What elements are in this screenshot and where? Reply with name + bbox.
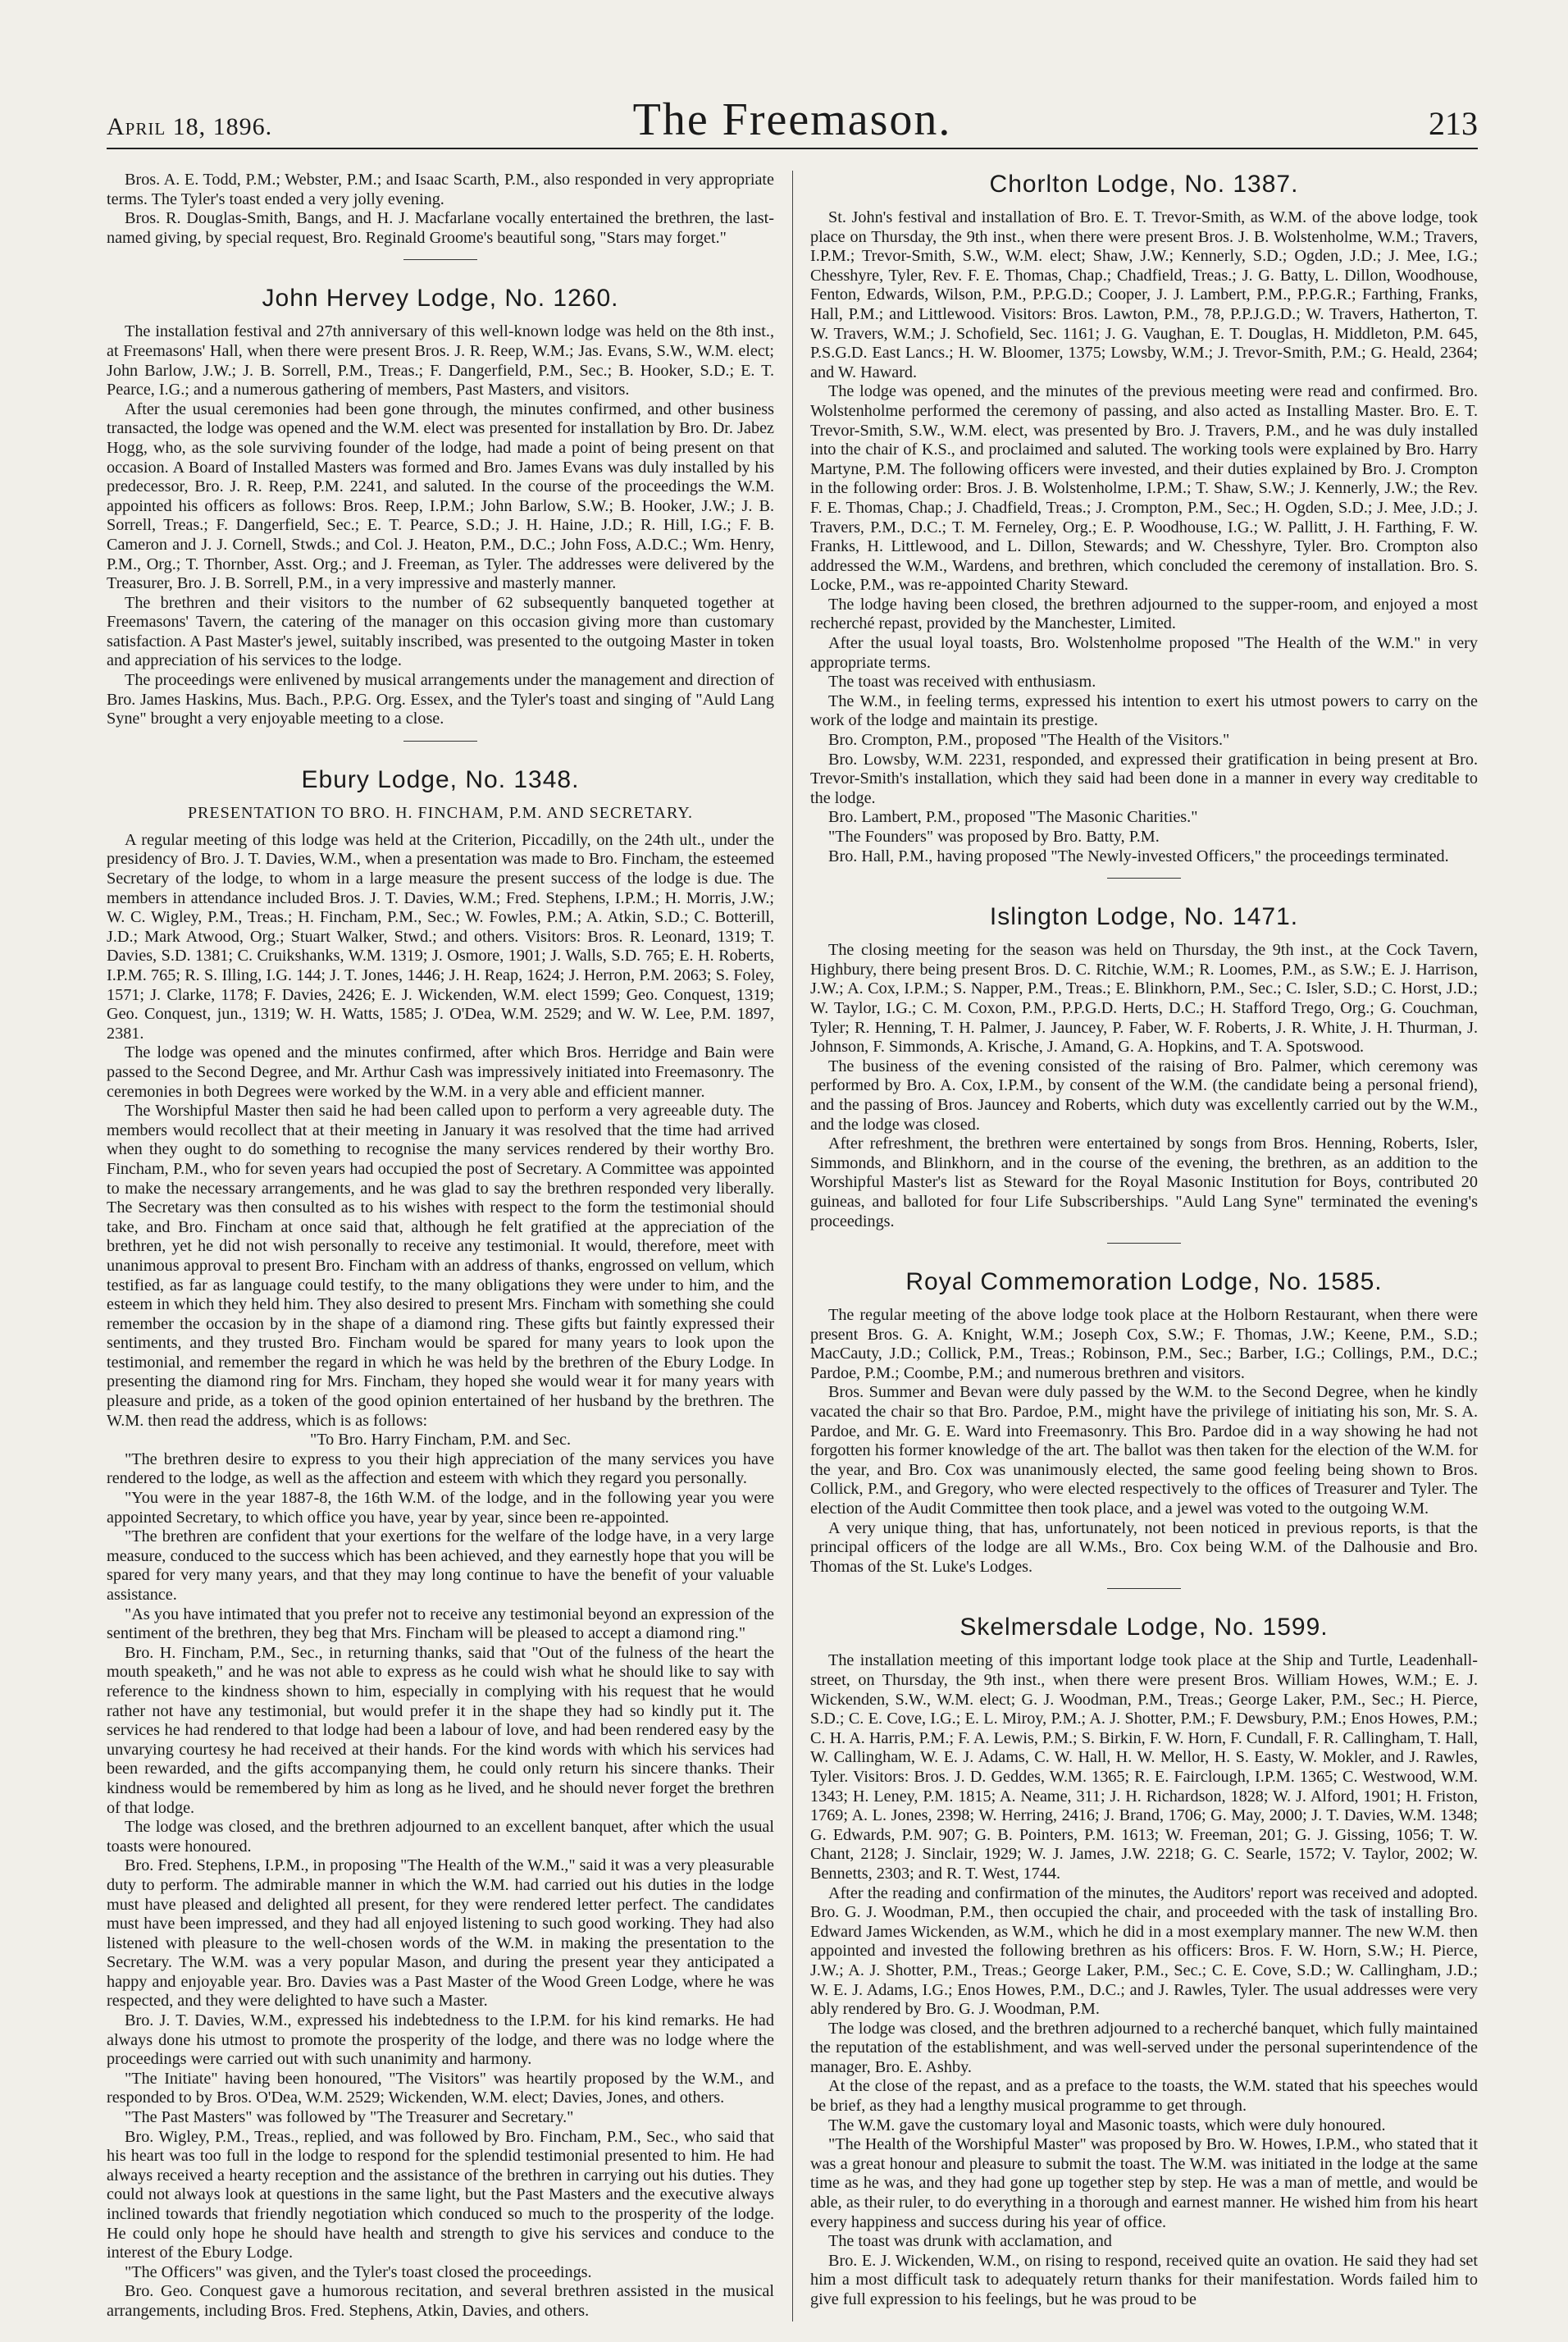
body-paragraph: "The Founders" was proposed by Bro. Batty, P.M. — [828, 828, 1160, 846]
body-paragraph: Bro. Wigley, P.M., Treas., replied, and was followed by Bro. Fincham, P.M., Sec., who said that his heart was too full in the lodge to respond for the splendid testimonial presented to him. He had always received a hearty reception and the assistance of the brethren in carrying out his duties. They could not always look at questions in the same light, but the Past Masters and the executive always inclined towards that friendly negotiation which conduced so much to the prosperity of the lodge. He could only hope he should have health and strength to give his services and conduce to the interest of the Ebury Lodge. — [107, 2127, 774, 2262]
body-paragraph: The lodge was closed, and the brethren adjourned to a recherché banquet, which fully maintained the reputation of the establishment, and was well-served under the personal superintendence of the manager, Bro. E. Ashby. — [810, 2019, 1478, 2076]
body-paragraph: Bro. Lowsby, W.M. 2231, responded, and expressed their gratification in being present at Bro. Trevor-Smith's installation, which they said had been done in a manner in every way creditable to the lodge. — [810, 750, 1478, 807]
body-paragraph: Bro. J. T. Davies, W.M., expressed his indebtedness to the I.P.M. for his kind remarks. He had always done his utmost to promote the prosperity of the lodge, and there was no lodge where the proceedings were carried out with such unanimity and harmony. — [107, 2011, 774, 2069]
body-paragraph: "The Past Masters" was followed by "The Treasurer and Secretary." — [125, 2108, 574, 2127]
body-paragraph: A regular meeting of this lodge was held at the Criterion, Piccadilly, on the 24th ult., under the presidency of Bro. J. T. Davies, W.M., when a presentation was made to Bro. Fincham, the esteemed Secretary of the lodge, to whom in a large measure the present success of the lodge is due. The members in attendance included Bros. J. T. Davies, W.M.; Fred. Stephens, I.P.M.; H. Morris, J.W.; W. C. Wigley, P.M., Treas.; H. Fincham, P.M., Sec.; W. Fowles, P.M.; A. Atkin, S.D.; C. Botterill, J.D.; Mark Atwood, Org.; Stuart Walker, Stwd.; and others. Visitors: Bros. R. Leonard, 1319; T. Davies, S.D. 1381; C. Cruikshanks, W.M. 1319; J. Osmore, 1901; J. Walls, S.D. 765; E. H. Roberts, I.P.M. 765; R. S. Illing, I.G. 144; J. T. Jones, 1446; J. H. Reap, 1624; J. Herron, P.M. 2063; S. Foley, 1571; J. Clarke, 1178; F. Davies, 2426; E. J. Wickenden, W.M. elect 1599; Geo. Conquest, 1319; Geo. Conquest, jun., 1319; W. H. Watts, 1585; J. O'Dea, W.M. 2529; and W. W. Lee, P.M. 1897, 2381. — [107, 830, 774, 1043]
body-paragraph: The Worshipful Master then said he had been called upon to perform a very agreeable duty. The members would recollect that at their meeting in January it was resolved that the time had arrived when they ought to do something to recognise the many services rendered by their worthy Bro. Fincham, P.M., who for seven years had occupied the post of Secretary. A Committee was appointed to make the necessary arrangements, and he was glad to say the brethren responded very liberally. The Secretary was then consulted as to his wishes with respect to the form the testimonial should take, and Bro. Fincham at once said that, although he felt gratified at the appreciation of the brethren, yet he did not wish personally to receive any testimonial. It would, therefore, meet with unanimous approval to present Bro. Fincham with an address of thanks, engrossed on vellum, which testified, as far as language could testify, to the many obligations they were under to him, and the esteem in which they held him. They also desired to present Mrs. Fincham with something she could remember the occasion by in the shape of a diamond ring. These gifts but faintly expressed their sentiments, and they trusted Bro. Fincham would be spared for many years to look upon the testimonial, and remember the regard in which he was held by the brethren of the Ebury Lodge. In presenting the diamond ring for Mrs. Fincham, they hoped she would wear it for many years with pleasure and pride, as a token of the good opinion entertained of her husband by the brethren. The W.M. then read the address, which is as follows: — [107, 1102, 774, 1430]
body-paragraph: "The brethren are confident that your exertions for the welfare of the lodge have, in a very large measure, conduced to the success which has been achieved, and they earnestly hope that you will be spared for very many years, and that they may long continue to have the benefit of your valuable assistance. — [107, 1527, 774, 1604]
body-paragraph: "As you have intimated that you prefer not to receive any testimonial beyond an expression of the sentiment of the brethren, they beg that Mrs. Fincham will be pleased to accept a diamond ring." — [107, 1605, 774, 1643]
body-paragraph: Bros. Summer and Bevan were duly passed by the W.M. to the Second Degree, when he kindly vacated the chair so that Bro. Pardoe, P.M., might have the privilege of initiating his son, Mr. S. A. Pardoe, and Mr. G. E. Ward into Freemasonry. This Bro. Pardoe did in a way showing he had not forgotten his former knowledge of the art. The ballot was then taken for the election of the W.M. for the year, and Bro. Cox was unanimously elected, the same good feeling being shown to Bros. Collick, P.M., and Gregory, who were elected respectively to the offices of Treasurer and Tyler. The election of the Audit Committee then took place, and a jewel was voted to the outgoing W.M. — [810, 1383, 1478, 1518]
body-paragraph: The toast was received with enthusiasm. — [828, 673, 1096, 692]
lodge-heading: Ebury Lodge, No. 1348. — [301, 765, 580, 793]
section-subheading: PRESENTATION TO BRO. H. FINCHAM, P.M. AND SECRETARY. — [187, 803, 694, 822]
body-paragraph: The W.M. gave the customary loyal and Masonic toasts, which were duly honoured. — [828, 2116, 1386, 2134]
section-divider — [403, 741, 477, 742]
body-paragraph: Bro. E. J. Wickenden, W.M., on rising to respond, received quite an ovation. He said they had set him a most difficult task to adequately return thanks for their manifestation. Words failed him to give full expression to his feelings, but he was proud to be — [810, 2251, 1478, 2308]
body-paragraph: The installation meeting of this important lodge took place at the Ship and Turtle, Leadenhall-street, on Thursday, the 9th inst., when there were present Bros. William Howes, W.M.; E. J. Wickenden, S.W., W.M. elect; G. J. Woodman, P.M., Treas.; George Laker, P.M., Sec.; H. Pierce, S.D.; C. E. Cove, I.G.; E. L. Miroy, P.M.; A. J. Shotter, P.M.; F. Dewsbury, P.M.; Enos Howes, P.M.; C. H. A. Harris, P.M.; F. A. Lewis, P.M.; S. Birkin, F. W. Horn, F. Cundall, F. R. Callingham, T. Hall, W. Callingham, W. E. J. Adams, C. W. Hall, H. W. Mellor, H. S. Easty, W. Mokler, and J. Rawles, Tyler. Visitors: Bros. J. D. Geddes, W.M. 1365; R. E. Fairclough, I.P.M. 1365; C. Westwood, W.M. 1343; H. Leney, P.M. 1815; A. Neame, 311; J. H. Richardson, 1828; W. J. Alford, 1901; H. Friston, 1769; A. L. Jones, 2398; W. Herring, 2416; J. Brand, 1706; G. May, 2000; J. T. Davies, W.M. 1348; G. Edwards, P.M. 907; G. B. Pointers, P.M. 1613; W. Freeman, 201; G. J. Gissing, 1056; T. W. Chant, 2128; J. Sinclair, 1929; W. J. James, J.W. 2218; G. C. Searle, 1572; V. Taylor, 2002; W. Bennetts, 2303; and R. T. West, 1744. — [810, 1651, 1478, 1883]
body-paragraph: The closing meeting for the season was held on Thursday, the 9th inst., at the Cock Tavern, Highbury, there being present Bros. D. C. Ritchie, W.M.; R. Loomes, P.M., as S.W.; E. J. Harrison, J.W.; A. Cox, I.P.M.; S. Napper, P.M., Treas.; E. Blinkhorn, P.M., Sec.; C. Isler, S.D.; C. Horst, J.D.; W. Taylor, I.G.; C. M. Coxon, P.M., P.P.G.D. Herts, D.C.; H. Stafford Trego, Org.; G. Couchman, Tyler; R. Henning, T. H. Palmer, J. Jauncey, P. Faber, W. F. Roberts, J. R. White, J. H. Thurman, J. Johnson, F. Simmonds, A. Krische, J. Amand, G. A. Hopkins, and T. A. Spotswood. — [810, 941, 1478, 1057]
lodge-heading: Chorlton Lodge, No. 1387. — [989, 171, 1299, 198]
article-columns — [107, 171, 1478, 2321]
publication-title: The Freemason. — [632, 94, 952, 145]
body-paragraph: The brethren and their visitors to the number of 62 subsequently banqueted together at Freemasons' Tavern, the catering of the manager on this occasion giving more than customary satisfaction. A Past Master's jewel, suitably inscribed, was presented to the outgoing Master in token and appreciation of his services to the lodge. — [107, 593, 774, 670]
body-paragraph: A very unique thing, that has, unfortunately, not been noticed in previous reports, is that the principal officers of the lodge are all W.Ms., Bro. Cox being W.M. of the Dalhousie and Bro. Thomas of the St. Luke's Lodges. — [810, 1518, 1478, 1576]
lodge-heading: Skelmersdale Lodge, No. 1599. — [959, 1614, 1329, 1641]
section-divider — [1107, 1243, 1181, 1244]
body-paragraph: St. John's festival and installation of Bro. E. T. Trevor-Smith, as W.M. of the above lodge, took place on Thursday, the 9th inst., when there were present Bros. J. B. Wolstenholme, W.M.; Travers, I.P.M.; Trevor-Smith, S.W., W.M. elect; Shaw, J.W.; Kennerly, S.D.; Ogden, J.D.; J. Mee, I.G.; Chesshyre, Tyler, Rev. F. E. Thomas, Chap.; Chadfield, Treas.; J. G. Batty, L. Dillon, Woodhouse, Fenton, Edwards, Wilson, P.M., P.P.G.D.; Cooper, J. J. Lambert, P.M., P.P.G.R.; Farthing, Franks, Hall, P.M.; and Littlewood. Visitors: Bros. Lawton, P.M., 78, P.P.J.G.D.; W. Travers, Hatherton, T. W. Travers, W.M.; J. Schofield, Sec. 1161; J. G. Vaughan, E. T. Douglas, H. Middleton, P.M. 645, P.S.G.D. East Lancs.; H. W. Bloomer, 1375; Lowsby, W.M.; J. Trevor-Smith, P.M.; G. Heald, 2364; and W. Haward. — [810, 208, 1478, 381]
body-paragraph: Bro. Lambert, P.M., proposed "The Masonic Charities." — [828, 808, 1198, 827]
body-paragraph: "The Initiate" having been honoured, "The Visitors" was heartily proposed by the W.M., and responded to by Bros. O'Dea, W.M. 2529; Wickenden, W.M. elect; Davies, Jones, and others. — [107, 2069, 774, 2107]
masthead — [107, 90, 1478, 149]
body-paragraph: Bro. Fred. Stephens, I.P.M., in proposing "The Health of the W.M.," said it was a very pleasurable duty to perform. The admirable manner in which the W.M. had carried out his duties in the lodge must have pleased and delighted all present, for they were rendered letter perfect. The candidates must have been impressed, and they had all enjoyed listening to such good working. They had also listened with pleasure to the well-chosen words of the W.M. in making the presentation to the Secretary. The W.M. was a very popular Mason, and during the present year they anticipated a happy and enjoyable year. Bro. Davies was a Past Master of the Wood Green Lodge, where he was respected, and they were delighted to have such a Master. — [107, 1856, 774, 2011]
body-paragraph: "The Health of the Worshipful Master" was proposed by Bro. W. Howes, I.P.M., who stated that it was a great honour and pleasure to submit the toast. The W.M. was initiated in the lodge at the same time as he was, and they had gone up together step by step. He was a man of mettle, and would be able, as their ruler, to do everything in a thorough and earnest manner. He wished him from his heart every happiness and success during his year of office. — [810, 2135, 1478, 2231]
page-number: 213 — [1429, 105, 1478, 142]
body-paragraph: Bros. A. E. Todd, P.M.; Webster, P.M.; and Isaac Scarth, P.M., also responded in very appropriate terms. The Tyler's toast ended a very jolly evening. — [107, 171, 774, 208]
section-divider — [403, 259, 477, 260]
body-paragraph: Bro. Hall, P.M., having proposed "The Newly-invested Officers," the proceedings terminated. — [828, 847, 1449, 865]
lodge-heading: John Hervey Lodge, No. 1260. — [262, 285, 619, 313]
body-paragraph: Bro. Crompton, P.M., proposed "The Health of the Visitors." — [828, 731, 1230, 750]
body-paragraph: The lodge having been closed, the brethren adjourned to the supper-room, and enjoyed a most recherché repast, provided by the Manchester, Limited. — [810, 595, 1478, 633]
body-paragraph: The regular meeting of the above lodge took place at the Holborn Restaurant, when there were present Bros. G. A. Knight, W.M.; Joseph Cox, S.W.; F. Thomas, J.W.; Keene, P.M., S.D.; MacCauty, J.D.; Collick, P.M., Treas.; Robinson, P.M., Sec.; Barber, I.G.; Collings, P.M., D.C.; Pardoe, P.M.; Coombe, P.M.; and numerous brethren and visitors. — [810, 1306, 1478, 1382]
body-paragraph: The W.M., in feeling terms, expressed his intention to exert his utmost powers to carry on the work of the lodge and maintain its prestige. — [810, 692, 1478, 730]
address-salutation: "To Bro. Harry Fincham, P.M. and Sec. — [309, 1431, 571, 1449]
section-divider — [1107, 878, 1181, 879]
body-paragraph: After refreshment, the brethren were entertained by songs from Bros. Henning, Roberts, Isler, Simmonds, and Blinkhorn, and in the course of the evening, the brethren, as an addition to the Worshipful Master's list as Steward for the Royal Masonic Institution for Boys, contributed 20 guineas, and balloted for four Life Subscriberships. "Auld Lang Syne" terminated the evening's proceedings. — [810, 1134, 1478, 1230]
body-paragraph: After the usual ceremonies had been gone through, the minutes confirmed, and other business transacted, the lodge was opened and the W.M. elect was presented for installation by Bro. Dr. Jabez Hogg, who, as the sole surviving founder of the lodge, had made a point of being present on that occasion. A Board of Installed Masters was formed and Bro. James Evans was duly installed by his predecessor, Bro. J. R. Reep, P.M. 2241, and saluted. In the course of the proceedings the W.M. appointed his officers as follows: Bros. Reep, I.P.M.; John Barlow, S.W.; B. Hooker, J.W.; J. B. Sorrell, Treas.; F. Dangerfield, Sec.; E. T. Pearce, S.D.; J. H. Haine, J.D.; R. Hill, I.G.; F. B. Cameron and J. J. Cornell, Stwds.; and Col. J. Heaton, P.M., D.C.; John Foss, A.D.C.; Wm. Henry, P.M., Org.; T. Thornber, Asst. Org.; and J. Freeman, as Tyler. The addresses were delivered by the Treasurer, Bro. J. B. Sorrell, P.M., in a very impressive and masterly manner. — [107, 399, 774, 593]
section-divider — [1107, 1588, 1181, 1589]
body-paragraph: "The brethren desire to express to you their high appreciation of the many services you have rendered to the lodge, as well as the affection and esteem with which they regard you personally. — [107, 1449, 774, 1488]
left-column — [107, 171, 774, 2321]
body-paragraph: The installation festival and 27th anniversary of this well-known lodge was held on the 8th inst., at Freemasons' Hall, when there were present Bros. J. R. Reep, W.M.; Jas. Evans, S.W., W.M. elect; John Barlow, J.W.; J. B. Sorrell, P.M., Treas.; F. Dangerfield, P.M., Sec.; B. Hooker, S.D.; E. T. Pearce, I.G.; and a numerous gathering of members, Past Masters, and visitors. — [107, 322, 774, 399]
body-paragraph: At the close of the repast, and as a preface to the toasts, the W.M. stated that his speeches would be brief, as they had a lengthy musical programme to get through. — [810, 2077, 1478, 2116]
lodge-heading: Islington Lodge, No. 1471. — [989, 903, 1299, 931]
body-paragraph: The proceedings were enlivened by musical arrangements under the management and direction of Bro. James Haskins, Mus. Bach., P.P.G. Org. Essex, and the Tyler's toast and singing of "Auld Lang Syne" brought a very enjoyable meeting to a close. — [107, 671, 774, 728]
body-paragraph: "You were in the year 1887-8, the 16th W.M. of the lodge, and in the following year you were appointed Secretary, to which office you have, year by year, since been re-appointed. — [107, 1489, 774, 1527]
body-paragraph: Bros. R. Douglas-Smith, Bangs, and H. J. Macfarlane vocally entertained the brethren, the last-named giving, by special request, Bro. Reginald Groome's beautiful song, "Stars may forget." — [107, 209, 774, 247]
body-paragraph: The business of the evening consisted of the raising of Bro. Palmer, which ceremony was performed by Bro. A. Cox, I.P.M., by consent of the W.M. (the candidate being a personal friend), and the passing of Bros. Jauncey and Roberts, which duty was excellently carried out by the W.M., and the lodge was closed. — [810, 1057, 1478, 1134]
body-paragraph: The lodge was closed, and the brethren adjourned to an excellent banquet, after which the usual toasts were honoured. — [107, 1818, 774, 1856]
body-paragraph: Bro. Geo. Conquest gave a humorous recitation, and several brethren assisted in the musical arrangements, including Bros. Fred. Stephens, Atkin, Davies, and others. — [107, 2282, 774, 2320]
body-paragraph: The lodge was opened and the minutes confirmed, after which Bros. Herridge and Bain were passed to the Second Degree, and Mr. Arthur Cash was impressively initiated into Freemasonry. The ceremonies in both Degrees were worked by the W.M. in a very able and efficient manner. — [107, 1043, 774, 1101]
right-column — [810, 171, 1478, 2321]
body-paragraph: "The Officers" was given, and the Tyler's toast closed the proceedings. — [125, 2262, 592, 2281]
body-paragraph: The lodge was opened, and the minutes of the previous meeting were read and confirmed. Bro. Wolstenholme performed the ceremony of passing, and also acted as Installing Master. Bro. E. T. Trevor-Smith, S.W., W.M. elect, was presented by Bro. J. Travers, P.M., and he was duly installed into the chair of K.S., and proclaimed and saluted. The working tools were explained by Bro. Harry Martyne, P.M. The following officers were invested, and their duties explained by Bro. J. Crompton in the following order: Bros. J. B. Wolstenholme, I.P.M.; T. Shaw, S.W.; J. Kennerly, J.W.; the Rev. F. E. Thomas, Chap.; J. Chadfield, Treas.; J. Crompton, P.M., Sec.; H. Ogden, S.D.; J. Mee, J.D.; J. Travers, P.M., D.C.; T. M. Ferneley, Org.; E. P. Woodhouse, I.G.; W. Pallitt, J. H. Farthing, F. W. Franks, H. Littlewood, and L. Dillon, Stewards; and W. Chesshyre, Tyler. Bro. Crompton also addressed the W.M., Wardens, and brethren, which concluded the ceremony of installation. Bro. S. Locke, P.M., was re-appointed Charity Steward. — [810, 382, 1478, 595]
issue-date: April 18, 1896. — [107, 113, 273, 140]
body-paragraph: The toast was drunk with acclamation, and — [828, 2232, 1112, 2251]
body-paragraph: Bro. H. Fincham, P.M., Sec., in returning thanks, said that "Out of the fulness of the heart the mouth speaketh," and he was not able to express as he could wish what he should like to say with reference to the kindness shown to him, especially in complying with his request that he would rather not have any testimonial, but would prefer it in the shape they had so kindly put it. The services he had rendered to that lodge had been a labour of love, and had been rendered easy by the unvarying courtesy he had received at their hands. For the kind words with which his services had been rewarded, and the gifts accompanying them, he could only return his sincere thanks. Their kindness would be remembered by him as long as he lived, and he should never forget the brethren of that lodge. — [107, 1643, 774, 1817]
lodge-heading: Royal Commemoration Lodge, No. 1585. — [905, 1268, 1383, 1296]
body-paragraph: After the reading and confirmation of the minutes, the Auditors' report was received and adopted. Bro. G. J. Woodman, P.M., then occupied the chair, and proceeded with the task of installing Bro. Edward James Wickenden, as W.M., which he did in a most exemplary manner. The new W.M. then appointed and invested the following brethren as his officers: Bros. F. W. Horn, S.W.; H. Pierce, J.W.; A. J. Shotter, P.M., Treas.; George Laker, P.M., Sec.; C. E. Cove, S.D.; W. Callingham, J.D.; W. E. J. Adams, I.G.; Enos Howes, P.M., D.C.; and J. Rawles, Tyler. The usual addresses were very ably rendered by Bro. G. J. Woodman, P.M. — [810, 1883, 1478, 2019]
body-paragraph: After the usual loyal toasts, Bro. Wolstenholme proposed "The Health of the W.M." in very appropriate terms. — [810, 634, 1478, 672]
